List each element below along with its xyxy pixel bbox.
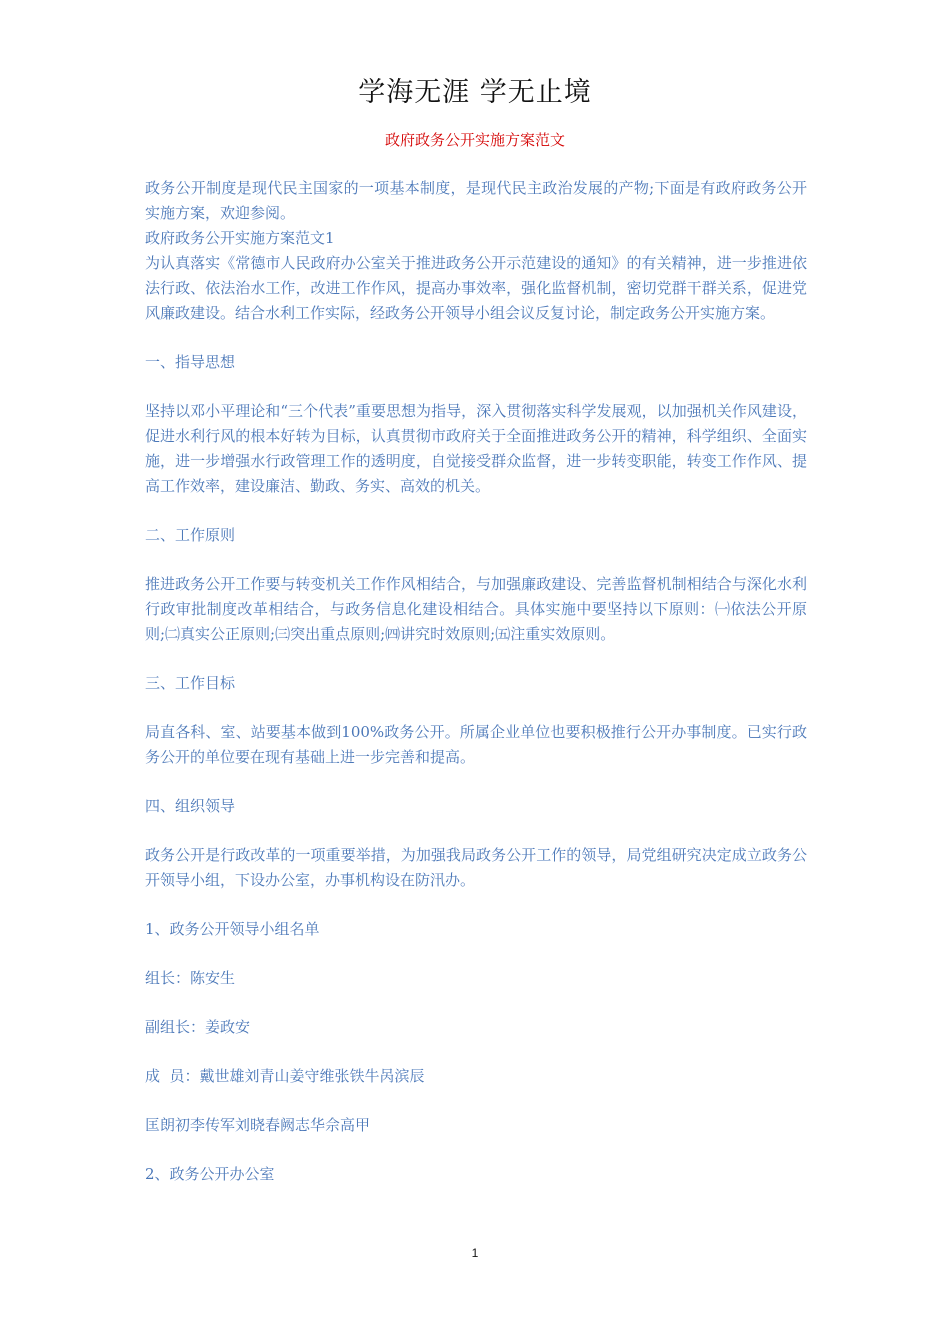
- section-text-guiding-ideology: 坚持以邓小平理论和“三个代表”重要思想为指导，深入贯彻落实科学发展观，以加强机关作风建设，促进水利行风的根本好转为目标，认真贯彻市政府关于全面推进政务公开的精神，科学组织、全面实施，进一步增强水行政管理工作的透明度，自觉接受群众监督，进一步转变职能，转变工作作风、提高工作效率，建设廉洁、勤政、务实、高效的机关。: [145, 402, 807, 495]
- section-heading-work-goals: 三、工作目标: [145, 674, 236, 692]
- document-title: 政府政务公开实施方案范文: [384, 131, 565, 149]
- document-body: [145, 176, 807, 1187]
- page-number: 1: [471, 1246, 479, 1260]
- section-heading-guiding-ideology: 一、指导思想: [145, 353, 236, 371]
- group-deputy-leader: 副组长：姜政安: [145, 1018, 251, 1036]
- list-heading-office: 2、政务公开办公室: [145, 1165, 275, 1183]
- section-heading-work-principles: 二、工作原则: [145, 526, 236, 544]
- section-text-work-goals: 局直各科、室、站要基本做到100%政务公开。所属企业单位也要积极推行公开办事制度。已实行政务公开的单位要在现有基础上进一步完善和提高。: [145, 723, 807, 766]
- intro-paragraph: 政务公开制度是现代民主国家的一项基本制度，是现代民主政治发展的产物;下面是有政府政务公开实施方案，欢迎参阅。: [145, 179, 807, 222]
- list-heading-leadership-group: 1、政务公开领导小组名单: [145, 920, 320, 938]
- section-text-organization: 政务公开是行政改革的一项重要举措，为加强我局政务公开工作的领导，局党组研究决定成立政务公开领导小组，下设办公室，办事机构设在防汛办。: [145, 846, 807, 889]
- group-members-line-2: 匡朗初李传军刘晓春阙志华佘高甲: [145, 1116, 371, 1134]
- header-motto: 学海无涯 学无止境: [358, 77, 592, 108]
- section-heading-organization: 四、组织领导: [145, 797, 236, 815]
- group-leader: 组长：陈安生: [145, 969, 236, 987]
- sample-heading: 政府政务公开实施方案范文1: [145, 229, 335, 247]
- opening-paragraph: 为认真落实《常德市人民政府办公室关于推进政务公开示范建设的通知》的有关精神，进一步推进依法行政、依法治水工作，改进工作作风，提高办事效率，强化监督机制，密切党群干群关系，促进党风廉政建设。结合水利工作实际，经政务公开领导小组会议反复讨论，制定政务公开实施方案。: [145, 254, 807, 322]
- group-members-line-1: 成 员：戴世雄刘青山姜守维张铁牛呙滨辰: [145, 1067, 425, 1085]
- section-text-work-principles: 推进政务公开工作要与转变机关工作作风相结合，与加强廉政建设、完善监督机制相结合与深化水利行政审批制度改革相结合，与政务信息化建设相结合。具体实施中要坚持以下原则：㈠依法公开原则;㈡真实公正原则;㈢突出重点原则;㈣讲究时效原则;㈤注重实效原则。: [145, 575, 807, 643]
